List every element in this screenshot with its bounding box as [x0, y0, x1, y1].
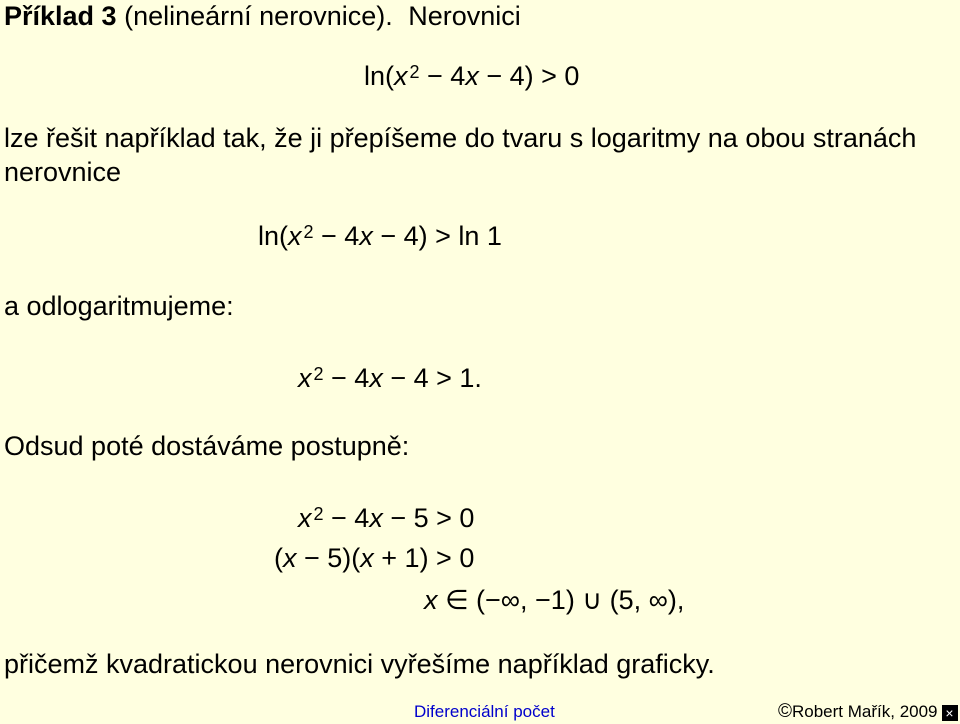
equation-5: (x − 5)(x + 1) > 0 [274, 543, 475, 573]
equation-3: x $^2$ − 4x − 4 > 1. [298, 363, 482, 393]
equation-6: x ∈ (−∞, −1) ∪ (5, ∞), [424, 585, 685, 615]
paragraph-1: lze řešit například tak, že ji přepíšeme do tvaru s logaritmy na obou stranách [4, 123, 917, 153]
paragraph-2: a odlogaritmujeme: [4, 291, 234, 321]
copyright-text: Robert Mařík, 2009 [792, 702, 938, 721]
equation-1: ln(x $^2$ − 4x − 4) > 0 [364, 61, 580, 91]
footer-copyright [778, 702, 958, 722]
paragraph-1-cont: nerovnice [4, 157, 122, 187]
example-subtitle: (nelineární nerovnice). [124, 1, 393, 31]
copyright-icon: © [778, 701, 792, 722]
nav-link-diferencialni-pocet[interactable]: Diferenciální počet [414, 702, 555, 721]
paragraph-3: Odsud poté dostáváme postupně: [4, 431, 410, 461]
example-label: Příklad 3 [4, 1, 117, 31]
close-icon[interactable]: × [942, 705, 958, 721]
equation-2: ln(x $^2$ − 4x − 4) > ln 1 [258, 221, 502, 251]
equation-4: x $^2$ − 4x − 5 > 0 [298, 503, 475, 533]
paragraph-4: přičemž kvadratickou nerovnici vyřešíme například graficky. [4, 649, 715, 679]
heading [4, 0, 521, 32]
heading-lead: Nerovnici [408, 1, 521, 31]
footer-nav [414, 702, 555, 722]
